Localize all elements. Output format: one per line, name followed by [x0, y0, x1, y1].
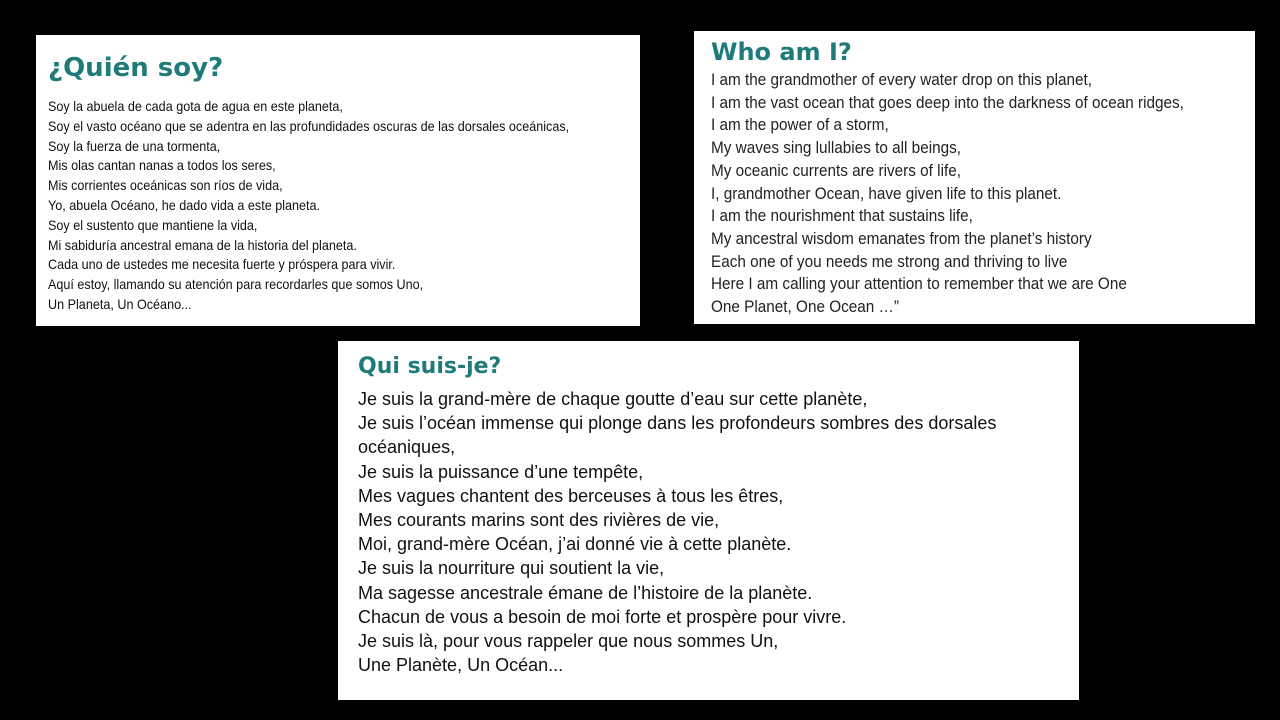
- poem-line: Moi, grand-mère Océan, j’ai donné vie à cette planète.: [358, 534, 792, 555]
- french-poem-lines: [358, 387, 1059, 677]
- english-poem-title: Who am I?: [711, 38, 852, 66]
- poem-line: Je suis l’océan immense qui plonge dans les profondeurs sombres des dorsales: [358, 413, 997, 434]
- poem-line: Mi sabiduría ancestral emana de la historia del planeta.: [48, 236, 357, 253]
- poem-line: Je suis la nourriture qui soutient la vie,: [358, 558, 665, 579]
- poem-line: Cada uno de ustedes me necesita fuerte y próspera para vivir.: [48, 256, 396, 273]
- english-poem-panel: [694, 31, 1255, 324]
- poem-line: One Planet, One Ocean …”: [711, 297, 899, 317]
- poem-line: Chacun de vous a besoin de moi forte et prospère pour vivre.: [358, 606, 847, 627]
- poem-line: Soy el vasto océano que se adentra en las profundidades oscuras de las dorsales oceánicas,: [48, 117, 570, 134]
- poem-line: Yo, abuela Océano, he dado vida a este planeta.: [48, 196, 321, 213]
- poem-line: My waves sing lullabies to all beings,: [711, 138, 962, 158]
- spanish-poem-lines: [48, 97, 628, 315]
- poem-line: Une Planète, Un Océan...: [358, 655, 564, 676]
- poem-line: Je suis la grand-mère de chaque goutte d’eau sur cette planète,: [358, 389, 868, 409]
- poem-line: I am the nourishment that sustains life,: [711, 206, 973, 226]
- poem-line: I am the grandmother of every water drop on this planet,: [711, 70, 1093, 89]
- spanish-poem-panel: [36, 35, 640, 326]
- poem-line: Soy la abuela de cada gota de agua en este planeta,: [48, 98, 343, 114]
- poem-line: Un Planeta, Un Océano...: [48, 295, 192, 312]
- poem-line: My ancestral wisdom emanates from the planet’s history: [711, 228, 1092, 248]
- poem-line: My oceanic currents are rivers of life,: [711, 160, 961, 180]
- poem-line: Each one of you needs me strong and thriving to live: [711, 251, 1068, 271]
- poem-line: Mes vagues chantent des berceuses à tous les êtres,: [358, 485, 784, 506]
- poem-line: I, grandmother Ocean, have given life to this planet.: [711, 183, 1062, 203]
- english-poem-lines: [711, 69, 1238, 319]
- french-poem-panel: [338, 341, 1079, 700]
- poem-line: Soy la fuerza de una tormenta,: [48, 137, 221, 154]
- poem-line: Je suis là, pour vous rappeler que nous sommes Un,: [358, 631, 779, 652]
- poem-line: Mis corrientes oceánicas son ríos de vida,: [48, 177, 283, 194]
- poem-line: Mis olas cantan nanas a todos los seres,: [48, 157, 276, 174]
- spanish-poem-title: ¿Quién soy?: [48, 53, 224, 83]
- poem-line: I am the vast ocean that goes deep into the darkness of ocean ridges,: [711, 92, 1184, 112]
- poem-line: Je suis la puissance d’une tempête,: [358, 461, 644, 482]
- poem-line: océaniques,: [358, 437, 456, 458]
- poem-line: I am the power of a storm,: [711, 115, 889, 135]
- poem-line: Here I am calling your attention to remember that we are One: [711, 274, 1127, 294]
- poem-line: Aquí estoy, llamando su atención para recordarles que somos Uno,: [48, 276, 424, 293]
- poem-line: Ma sagesse ancestrale émane de l’histoire de la planète.: [358, 582, 813, 603]
- poem-line: Soy el sustento que mantiene la vida,: [48, 216, 258, 233]
- french-poem-title: Qui suis-je?: [358, 354, 502, 379]
- poem-line: Mes courants marins sont des rivières de vie,: [358, 510, 720, 531]
